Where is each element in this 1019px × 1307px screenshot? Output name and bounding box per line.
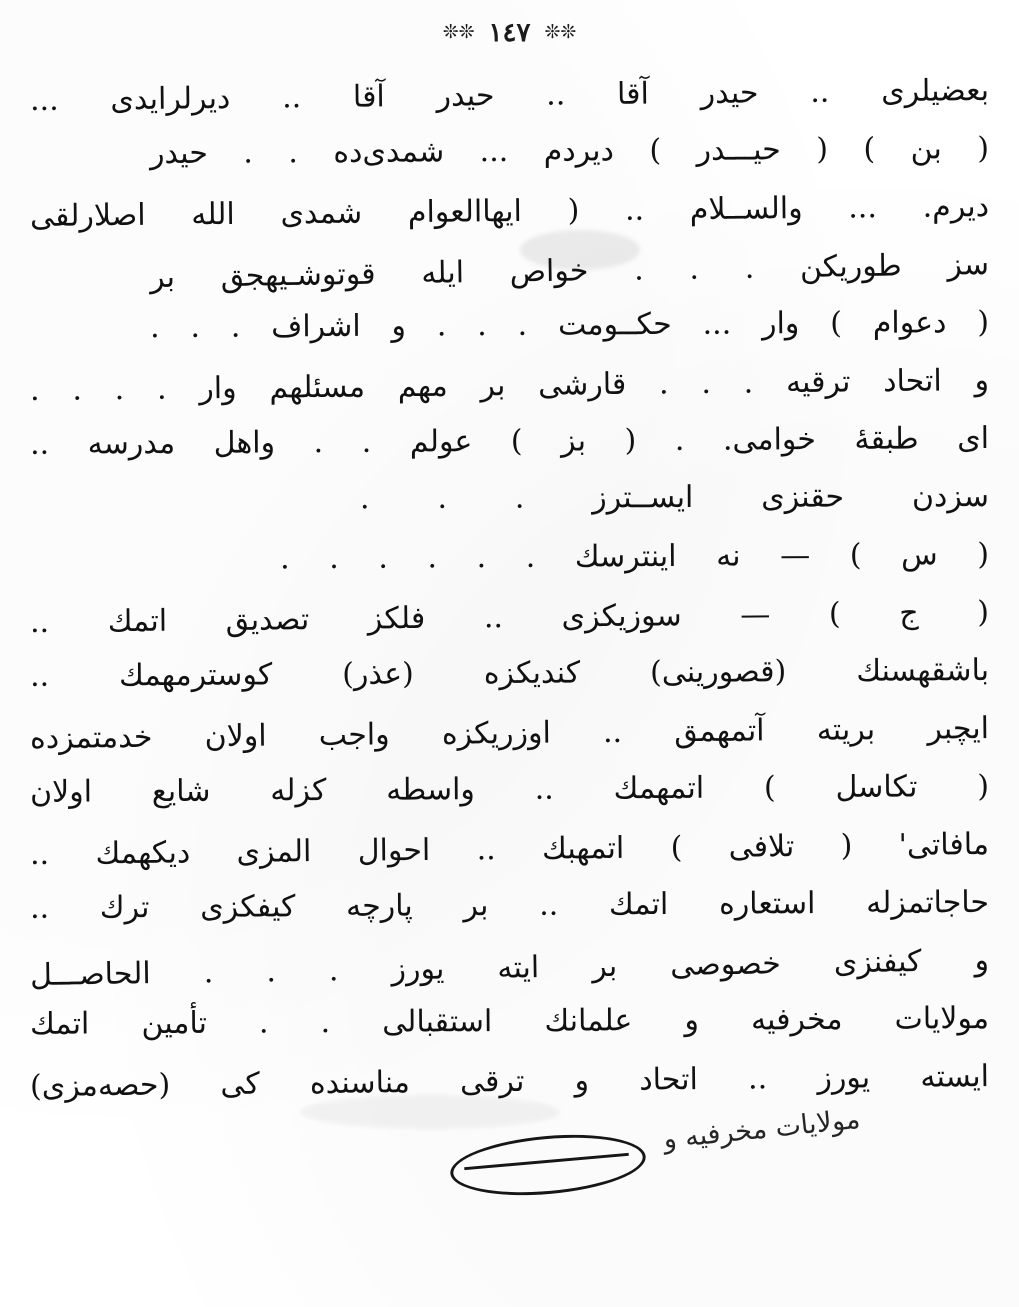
folio-number: ١٤٧ [488, 18, 531, 48]
text-line: بعضیلری .. حیدر آقا .. حیدر آقا .. دیرلرایدی ... [29, 73, 990, 119]
text-line: ( س ) — نه اینترسك . . . . . . [279, 537, 990, 577]
ornament-left-icon: ❊❊ [442, 21, 475, 43]
ornament-right-icon: ❊❊ [544, 21, 577, 43]
body-text [30, 62, 989, 1106]
text-line: و اتحاد ترقیه . . . قارشی بر مهم مسئلهم وار . . . . [29, 363, 990, 409]
annotation-text: مولایات مخرفیه و [661, 1103, 862, 1156]
text-line: سز طوریكن . . . خواص ایله قوتوشـیهجق بر [149, 247, 990, 296]
page-header [0, 18, 1019, 48]
text-line: ( دعوام ) وار ... حكــومت . . . و اشراف . . . [149, 305, 990, 346]
text-line: ای طبقهٔ خوامی. . ( بز ) عولم . . واهل مدرسه .. [29, 421, 990, 462]
text-line: ( ج ) — سوزیكزی .. فلكز تصدیق اتمك .. [29, 595, 990, 641]
text-line: حاجاتمزله استعاره اتمك .. بر پارچه كیفكزی ترك .. [29, 885, 990, 926]
text-line: دیرم. ... والســلام .. ( ایهاالعوام شمدی الله اصلارلقی [29, 189, 990, 235]
text-line: مولایات مخرفیه و علمانك استقبالی . . تأمین اتمك [29, 1001, 990, 1042]
text-line: باشقهسنك (قصورینی) كندیكزه (عذر) كوسترمهمك .. [29, 653, 990, 694]
text-line: و كیفنزی خصوصی بر ایته یورز . . . الحاصـــل [29, 943, 990, 994]
text-line: ایچبر بریته آتمهمق .. اوزریكزه واجب اولان خدمتمزده [29, 711, 990, 757]
text-line: سزدن حقنزی ایســترز . . . [359, 479, 990, 517]
text-line: ( بن ) ( حیـــدر ) دیردم ... شمدی‌ده . . حیدر [149, 131, 990, 172]
text-line: ( تكاسل ) اتمهمك .. واسطه كزله شایع اولان [29, 769, 990, 810]
text-line: مافاتی' ( تلافی ) اتمهبك .. احوال المزی دیكهمك .. [29, 827, 990, 873]
text-line: ایسته یورز .. اتحاد و ترقی مناسنده كی (حصه‌مزی) [29, 1059, 990, 1105]
